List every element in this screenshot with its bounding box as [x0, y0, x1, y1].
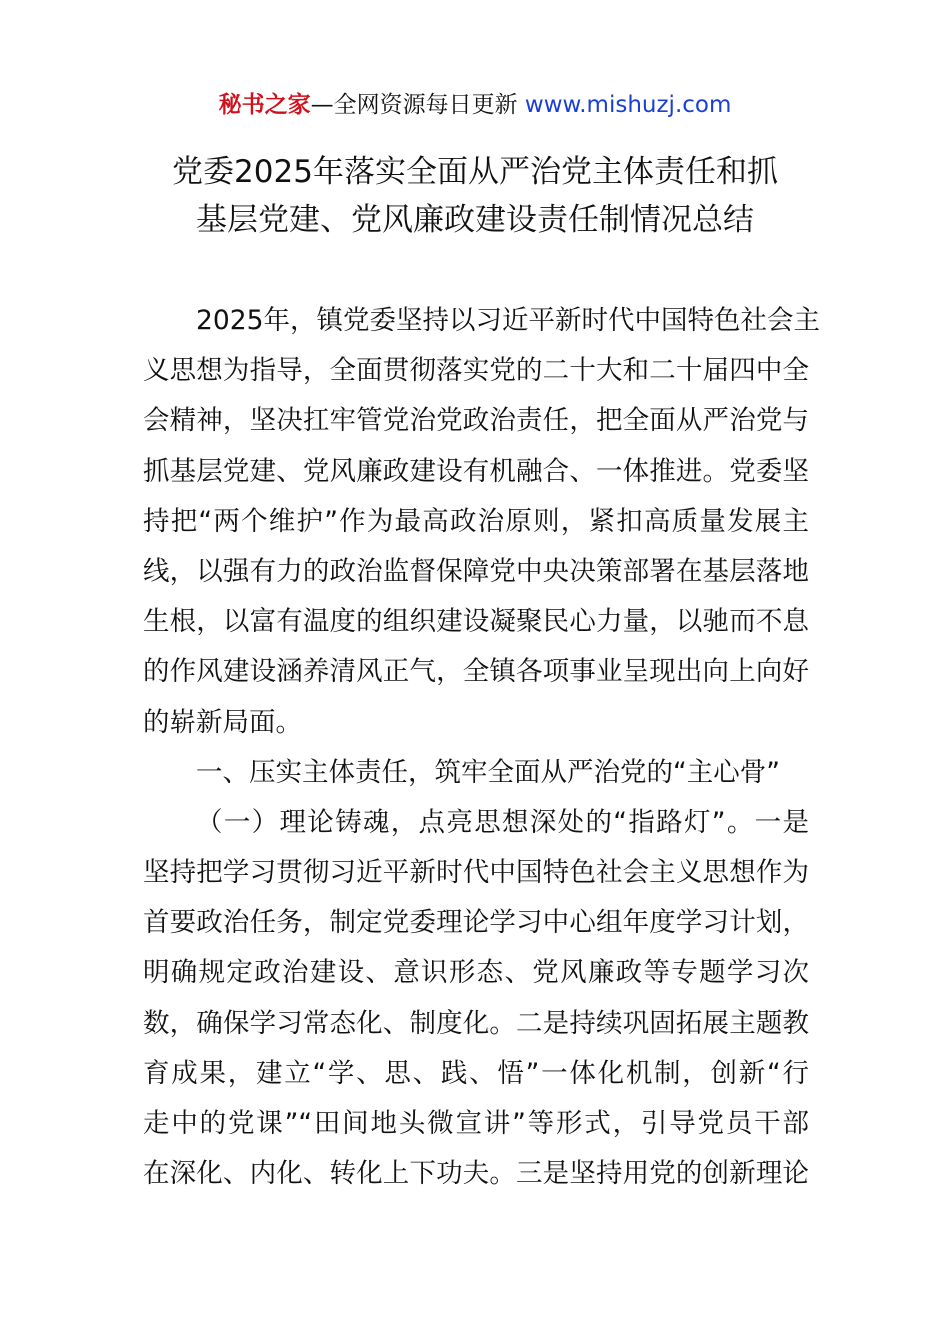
- section-heading: 一、压实主体责任，筑牢全面从严治党的“主心骨”: [196, 756, 780, 788]
- document-title: [120, 148, 830, 244]
- title-line-1: 党委2025年落实全面从严治党主体责任和抓: [172, 154, 778, 190]
- body-line: 线，以强有力的政治监督保障党中央决策部署在基层落地: [143, 555, 809, 587]
- body-line: 首要政治任务，制定党委理论学习中心组年度学习计划，: [143, 907, 809, 939]
- site-link[interactable]: www.mishuzj.com: [524, 92, 732, 118]
- body-line: 坚持把学习贯彻习近平新时代中国特色社会主义思想作为: [143, 857, 809, 889]
- site-header: [0, 90, 950, 120]
- body-line: 义思想为指导，全面贯彻落实党的二十大和二十届四中全: [143, 355, 809, 387]
- header-slogan: —全网资源每日更新: [310, 92, 525, 118]
- brand-name: 秘书之家: [218, 92, 311, 118]
- document-body: [143, 296, 820, 1199]
- body-line: 在深化、内化、转化上下功夫。三是坚持用党的创新理论: [143, 1158, 809, 1190]
- body-line: 的崭新局面。: [143, 706, 302, 738]
- body-line: 育成果，建立“学、思、践、悟”一体化机制，创新“行: [143, 1057, 809, 1089]
- body-line: 数，确保学习常态化、制度化。二是持续巩固拓展主题教: [143, 1007, 809, 1039]
- body-line: 生根，以富有温度的组织建设凝聚民心力量，以驰而不息: [143, 606, 809, 638]
- body-line: 会精神，坚决扛牢管党治党政治责任，把全面从严治党与: [143, 405, 809, 437]
- body-line: 明确规定政治建设、意识形态、党风廉政等专题学习次: [143, 957, 809, 989]
- body-line: 抓基层党建、党风廉政建设有机融合、一体推进。党委坚: [143, 455, 809, 487]
- body-line: 持把“两个维护”作为最高政治原则，紧扣高质量发展主: [143, 505, 809, 537]
- body-line: 2025年，镇党委坚持以习近平新时代中国特色社会主: [196, 305, 820, 336]
- body-line: 走中的党课”“田间地头微宣讲”等形式，引导党员干部: [143, 1108, 809, 1139]
- body-line: 的作风建设涵养清风正气，全镇各项事业呈现出向上向好: [143, 656, 809, 688]
- title-line-2: 基层党建、党风廉政建设责任制情况总结: [196, 202, 754, 238]
- subsection-heading: （一）理论铸魂，点亮思想深处的“指路灯”。一是: [196, 806, 809, 838]
